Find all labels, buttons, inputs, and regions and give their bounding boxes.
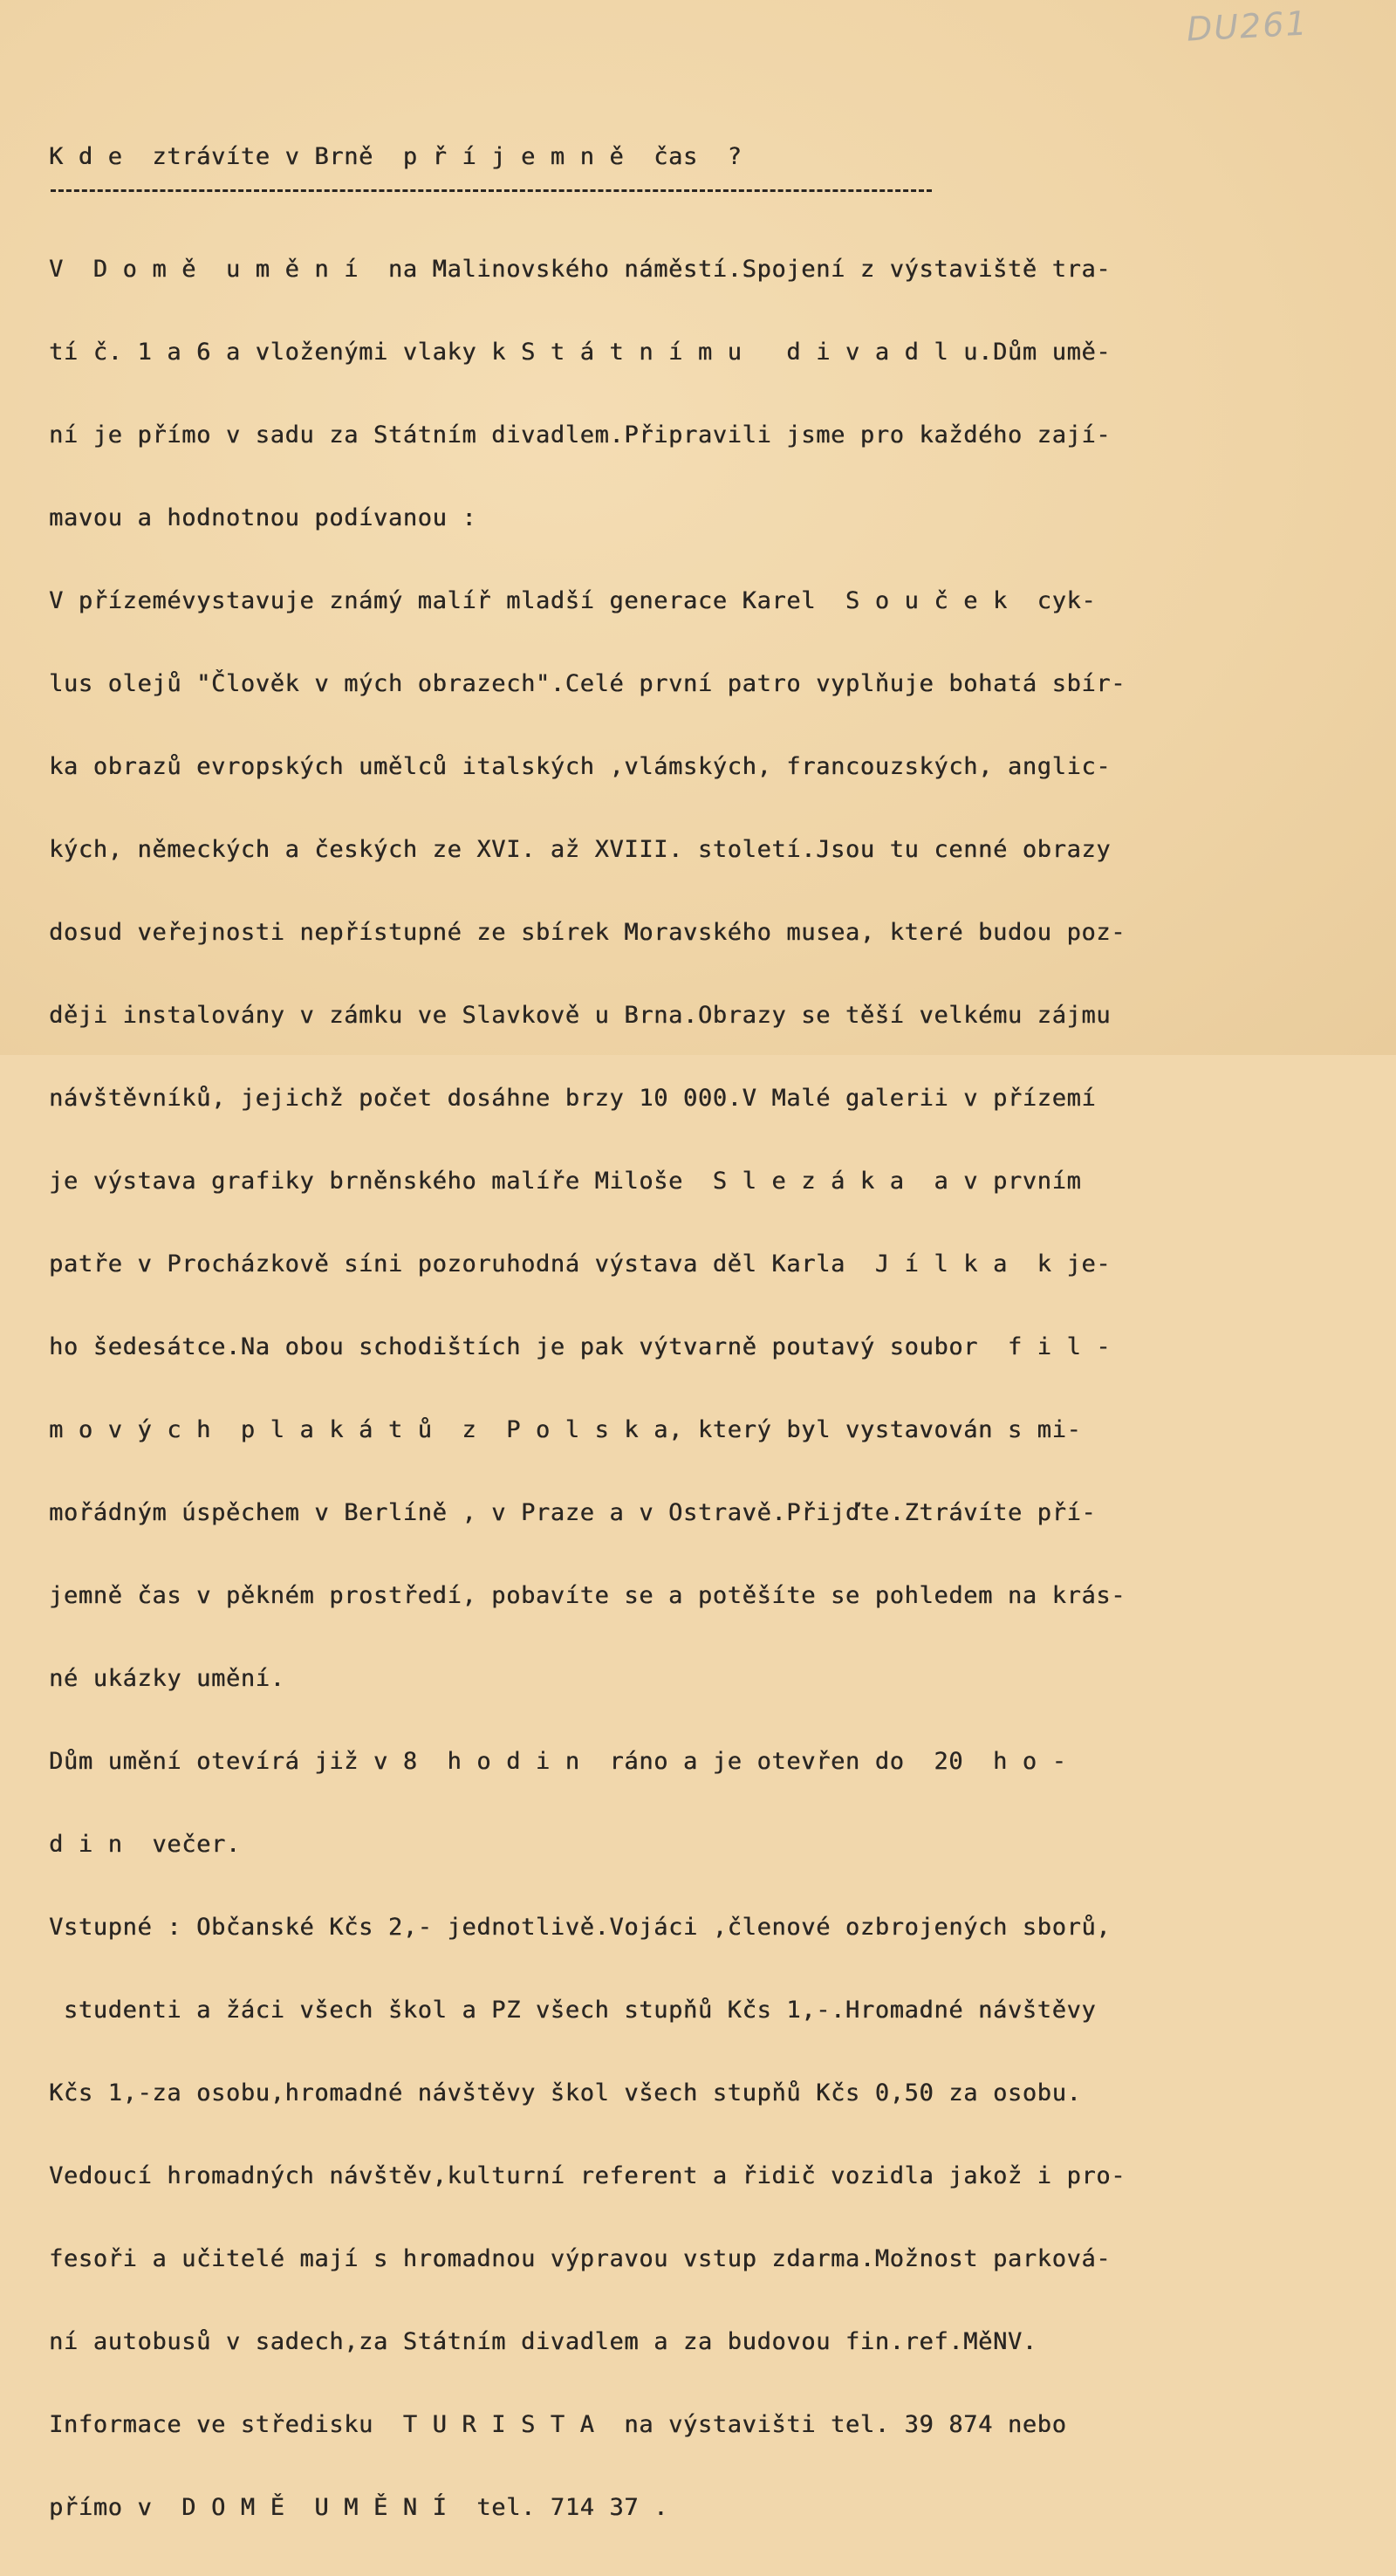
body-line: ní je přímo v sadu za Státním divadlem.Připravili jsme pro každého zají- <box>49 421 1112 449</box>
body-line: né ukázky umění. <box>49 1665 285 1692</box>
title-underline <box>51 189 932 192</box>
body-line: studenti a žáci všech škol a PZ všech stupňů Kčs 1,-.Hromadné návštěvy <box>49 1997 1097 2024</box>
body-line: ka obrazů evropských umělců italských ,vlámských, francouzských, anglic- <box>49 753 1112 780</box>
body-line: m o v ý c h p l a k á t ů z P o l s k a, který byl vystavován s mi- <box>49 1416 1082 1443</box>
body-line: V D o m ě u m ě n í na Malinovského náměstí.Spojení z výstaviště tra- <box>49 256 1112 283</box>
body-line: je výstava grafiky brněnského malíře Miloše S l e z á k a a v prvním <box>49 1168 1082 1195</box>
body-line: Informace ve středisku T U R I S T A na výstavišti tel. 39 874 nebo <box>49 2411 1067 2438</box>
body-line: Dům umění otevírá již v 8 h o d i n ráno a je otevřen do 20 h o - <box>49 1748 1067 1775</box>
body-line: Vstupné : Občanské Kčs 2,- jednotlivě.Vojáci ,členové ozbrojených sborů, <box>49 1914 1112 1941</box>
body-line: ději instalovány v zámku ve Slavkově u Brna.Obrazy se těší velkému zájmu <box>49 1002 1112 1029</box>
body-line: ní autobusů v sadech,za Státním divadlem a za budovou fin.ref.MěNV. <box>49 2328 1037 2355</box>
body-line: mořádným úspěchem v Berlíně , v Praze a v Ostravě.Přijďte.Ztrávíte pří- <box>49 1499 1097 1526</box>
body-line: lus olejů "Člověk v mých obrazech".Celé první patro vyplňuje bohatá sbír- <box>49 670 1126 697</box>
body-line: jemně čas v pěkném prostředí, pobavíte se a potěšíte se pohledem na krás- <box>49 1582 1126 1609</box>
body-line: ho šedesátce.Na obou schodištích je pak výtvarně poutavý soubor f i l - <box>49 1333 1112 1360</box>
body-line: přímo v D O M Ě U M Ě N Í tel. 714 37 . <box>49 2494 669 2521</box>
body-line: Vedoucí hromadných návštěv,kulturní referent a řidič vozidla jakož i pro- <box>49 2162 1126 2189</box>
body-line: d i n večer. <box>49 1831 241 1858</box>
archive-pencil-mark: DU261 <box>1185 3 1310 49</box>
body-line: dosud veřejnosti nepřístupné ze sbírek Moravského musea, které budou poz- <box>49 919 1126 946</box>
body-line: kých, německých a českých ze XVI. až XVIII. století.Jsou tu cenné obrazy <box>49 836 1112 863</box>
body-line: mavou a hodnotnou podívanou : <box>49 504 477 531</box>
body-line: tí č. 1 a 6 a vloženými vlaky k S t á t n í m u d i v a d l u.Dům umě- <box>49 339 1112 366</box>
body-line: patře v Procházkově síni pozoruhodná výstava děl Karla J í l k a k je- <box>49 1250 1112 1278</box>
body-line: Kčs 1,-za osobu,hromadné návštěvy škol všech stupňů Kčs 0,50 za osobu. <box>49 2079 1082 2107</box>
document-title: K d e ztrávíte v Brně p ř í j e m n ě čas ? <box>49 143 742 170</box>
body-line: fesoři a učitelé mají s hromadnou výpravou vstup zdarma.Možnost parková- <box>49 2245 1112 2272</box>
body-line: návštěvníků, jejichž počet dosáhne brzy 10 000.V Malé galerii v přízemí <box>49 1085 1097 1112</box>
body-line: V přízemévystavuje známý malíř mladší generace Karel S o u č e k cyk- <box>49 587 1097 614</box>
document-body <box>49 201 1126 2576</box>
